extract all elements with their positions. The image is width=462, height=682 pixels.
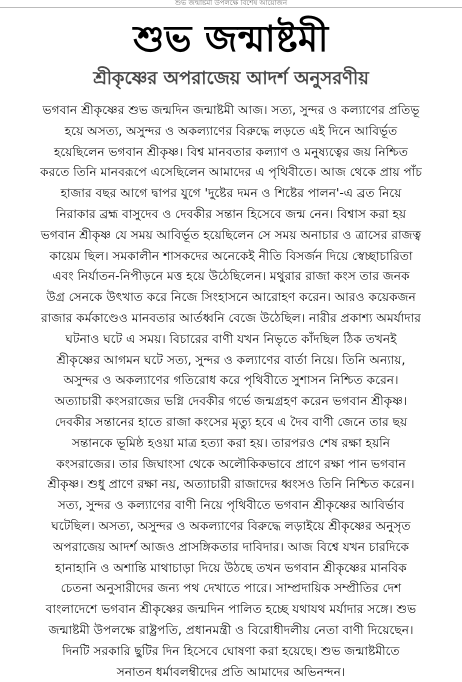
body-line: নিরাকার ব্রহ্ম বাসুদেব ও দেবকীর সন্তান হিসেবে জন্ম নেন। বিশ্বাস করা হয়	[55, 206, 407, 221]
body-line: শ্রীকৃষ্ণ। শুধু প্রাণে রক্ষা নয়, অত্যাচারী রাজাদের ধ্বংসও তিনি নিশ্চিত করেন।	[47, 477, 415, 492]
body-line: বাংলাদেশে ভগবান শ্রীকৃষ্ণের জন্মদিন পালিত হচ্ছে যথাযথ মর্যাদার সঙ্গে। শুভ	[45, 602, 417, 617]
body-line: কংসরাজের। তার জিঘাংসা থেকে অলৌকিকভাবে প্রাণে রক্ষা পান ভগবান	[56, 456, 406, 471]
body-line: ভগবান শ্রীকৃষ্ণ যে সময় আবির্ভূত হয়েছিলেন সে সময় অনাচার ও ত্রাসের রাজত্ব	[40, 227, 422, 242]
body-line: দেবকীর সন্তানের হাতে রাজা কংসের মৃত্যু হবে এ দৈব বাণী জেনে তার ছয়	[54, 414, 408, 429]
body-line: শ্রীকৃষ্ণের আগমন ঘটে সত্য, সুন্দর ও কল্যাণের বার্তা নিয়ে। তিনি অন্যায়,	[56, 352, 406, 367]
body-line: হানাহানি ও অশান্তি মাথাচাড়া দিয়ে উঠছে তখন ভগবান শ্রীকৃষ্ণের মানবিক	[55, 560, 407, 575]
body-line: হয়ে অসত্য, অসুন্দর ও অকল্যাণের বিরুদ্ধে লড়তে এই দিনে আবির্ভূত	[64, 123, 398, 138]
top-strip-text: শুভ জন্মাষ্টমী উপলক্ষে বিশেষ আয়োজন	[0, 0, 462, 8]
article-body	[6, 100, 456, 682]
body-line: ঘটনাও ঘটে এ সময়। বিচারের বাণী যখন নিভৃতে কাঁদছিল ঠিক তখনই	[65, 331, 397, 346]
body-line: সত্য, সুন্দর ও কল্যাণের বাণী নিয়ে পৃথিবীতে ভগবান শ্রীকৃষ্ণের আবির্ভাব	[57, 498, 405, 513]
body-line: অত্যাচারী কংসরাজের ভগ্নি দেবকীর গর্ভে জন্মগ্রহণ করেন ভগবান শ্রীকৃষ্ণ।	[54, 394, 408, 409]
body-line: চেতনা অনুসারীদের জন্য পথ দেখাতে পারে। সাম্প্রদায়িক সম্প্রীতির দেশ	[60, 581, 402, 596]
headline: শুভ জন্মাষ্টমী	[133, 19, 329, 60]
body-line: হয়েছিলেন ভগবান শ্রীকৃষ্ণ। বিশ্ব মানবতার কল্যাণ ও মনুষ্যত্বের জয় নিশ্চিত	[54, 144, 408, 159]
body-line: হাজার বছর আগে দ্বাপর যুগে 'দুষ্টের দমন ও শিষ্টের পালন'-এ ব্রত নিয়ে	[60, 186, 402, 201]
body-line: ভগবান শ্রীকৃষ্ণের শুভ জন্মদিন জন্মাষ্টমী আজ। সত্য, সুন্দর ও কল্যাণের প্রতিভূ	[42, 103, 420, 117]
body-line: ঘটেছিল। অসত্য, অসুন্দর ও অকল্যাণের বিরুদ্ধে লড়াইয়ে শ্রীকৃষ্ণের অনুসৃত	[51, 518, 411, 533]
body-line: সনাতন ধর্মাবলম্বীদের প্রতি আমাদের অভিনন্দন।	[116, 664, 346, 679]
body-line: সন্তানকে ভূমিষ্ঠ হওয়া মাত্র হত্যা করা হয়। তারপরও শেষ রক্ষা হয়নি	[71, 435, 391, 450]
body-line: উগ্র সেনকে উৎখাত করে নিজে সিংহাসনে আরোহণ করেন। আরও কয়েকজন	[46, 290, 416, 305]
body-line: অপরাজেয় আদর্শ আজও প্রাসঙ্গিকতার দাবিদার। আজ বিশ্বে যখন চারদিকে	[53, 539, 409, 554]
body-line: করতে তিনি মানবরূপে এসেছিলেন আমাদের এ পৃথিবীতে। আজ থেকে প্রায় পাঁচ	[40, 165, 422, 180]
body-line: জন্মাষ্টমী উপলক্ষে রাষ্ট্রপতি, প্রধানমন্ত্রী ও বিরোধীদলীয় নেতা বাণী দিয়েছেন।	[48, 622, 414, 637]
body-line: এবং নির্যাতন-নিপীড়নে মত্ত হয়ে উঠেছিলেন। মথুরার রাজা কংস তার জনক	[52, 269, 410, 284]
body-line: কায়েম ছিল। সমকালীন শাসকদের অনেকেই নীতি বিসর্জন দিয়ে স্বেচ্ছাচারিতা	[49, 248, 413, 263]
subheadline: শ্রীকৃষ্ণের অপরাজেয় আদর্শ অনুসরণীয়	[93, 68, 369, 89]
body-line: দিনটি সরকারি ছুটির দিন হিসেবে ঘোষণা করা হয়েছে। শুভ জন্মাষ্টমীতে	[62, 643, 400, 658]
body-line: রাজার কর্মকাণ্ডেও মানবতার আর্তধ্বনি বেজে উঠেছিল। নারীর প্রকাশ্য অমর্যাদার	[41, 310, 421, 325]
body-line: অসুন্দর ও অকল্যাণের গতিরোধ করে পৃথিবীতে সুশাসন নিশ্চিত করেন।	[63, 373, 399, 388]
